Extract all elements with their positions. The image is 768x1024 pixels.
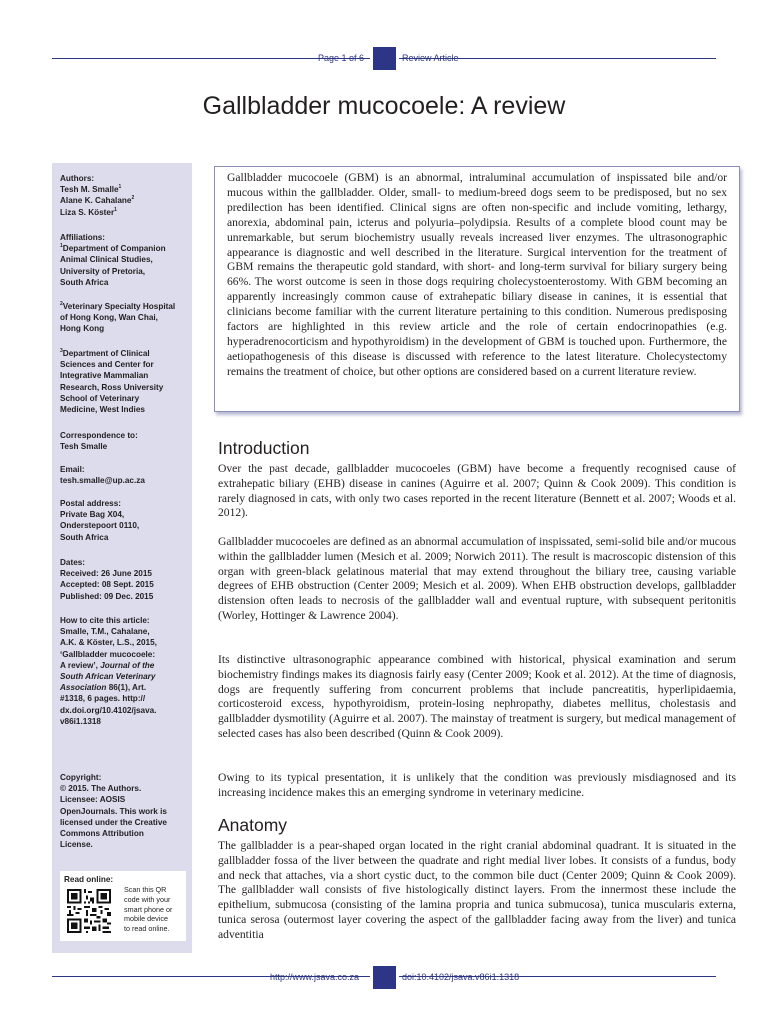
- header-article-type: Review Article: [402, 53, 459, 63]
- introduction-paragraph-3: Its distinctive ultrasonographic appearance combined with historical, physical examination and serum biochemistry findings makes its diagnosis fairly easy (Center 2009; Kook et al. 2012). At the time of diagnosis, dogs are frequently suffering from concurrent problems that include pancreatitis, hyperlipidaemia, corticosteroid excess, hypothyroidism, protein-losing nephropathy, diabetes mellitus, cholestasis and gallbladder dysmotility (Aguirre et al. 2007). The mainstay of treatment is surgery, but medical management of selected cases has also been described (Quinn & Cook 2009).: [218, 653, 736, 740]
- anatomy-heading: Anatomy: [218, 815, 288, 835]
- authors-label: Authors:: [60, 174, 95, 183]
- date-published: Published: 09 Dec. 2015: [60, 591, 154, 601]
- read-online-box: [60, 871, 186, 941]
- abstract-box: [214, 166, 740, 412]
- introduction-heading: Introduction: [218, 438, 310, 458]
- affiliation-1: $^1$Department of Companion Animal Clinical Studies, University of Pretoria, South Africa: [60, 243, 166, 287]
- author-1: Tesh M. Smalle$^1$: [60, 184, 122, 195]
- email-label: Email:: [60, 465, 85, 474]
- header-page-number: Page 1 of 6: [318, 53, 365, 63]
- qr-instructions: Scan this QR code with your smart phone or mobile device to read online.: [124, 885, 173, 934]
- footer-url-link[interactable]: http://www.jsava.co.za: [270, 972, 360, 982]
- correspondence-label: Correspondence to:: [60, 431, 138, 440]
- introduction-paragraph-1: Over the past decade, gallbladder mucocoeles (GBM) have become a frequently recognised cause of extrahepatic biliary (EHB) disease in canines (Aguirre et al. 2007; Quinn & Cook 2009). This condition is rarely diagnosed in cats, with only two cases reported in the recent literature (Bennett et al. 2007; Woods et al. 2012).: [218, 462, 736, 520]
- postal-section: Postal address: Private Bag X04, Onderstepoort 0110, South Africa: [60, 498, 188, 543]
- introduction-paragraph-2: Gallbladder mucocoeles are defined as an abnormal accumulation of inspissated, semi-solid bile and/or mucous within the gallbladder lumen (Mesich et al. 2009; Norwich 2011). The result is macroscopic distension of this organ with green-black gelatinous material that may extend throughout the biliary tree, causing variable degrees of EHB obstruction (Center 2009; Mesich et al. 2009). When EHB obstruction develops, gallbladder distension often leads to necrosis of the gallbladder wall and eventual rupture, with subsequent peritonitis (Worley, Hottinger & Lawrence 2004).: [218, 535, 736, 622]
- correspondence-section: [60, 430, 188, 452]
- copyright-section: Copyright: © 2015. The Authors. Licensee: AOSIS OpenJournals. This work is licensed under the Creative Commons Attribution License.: [60, 772, 188, 850]
- affiliation-3: $^3$Department of Clinical Sciences and Center for Integrative Mammalian Research, Ross University School of Veterinary Medicine, West Indies: [60, 348, 164, 415]
- citation-doi-link[interactable]: dx.doi.org/10.4102/jsava.: [60, 705, 157, 715]
- author-2: Alane K. Cahalane$^2$: [60, 195, 135, 206]
- email-section: [60, 464, 188, 486]
- article-title: Gallbladder mucocoele: A review: [202, 92, 566, 120]
- footer-square: [373, 966, 396, 989]
- date-received: Received: 26 June 2015: [60, 569, 152, 579]
- header-square: [373, 47, 396, 70]
- copyright-label: Copyright:: [60, 773, 102, 782]
- affiliations-label: Affiliations:: [60, 233, 106, 242]
- footer-doi-link[interactable]: doi:10.4102/jsava.v86i1.1318: [402, 972, 520, 982]
- abstract-text: Gallbladder mucocoele (GBM) is an abnormal, intraluminal accumulation of inspissated bile and/or mucous within the gallbladder. Older, small- to medium-breed dogs seem to be predisposed, but no sex predilection has been identified. Clinical signs are often non-specific and include vomiting, lethargy, anorexia, abdominal pain, icterus and polyuria–polydipsia. Results of a complete blood count may be unremarkable, but serum biochemistry usually reveals increased liver enzymes. The ultrasonographic appearance is diagnostic and well described in the literature. Surgical intervention for the treatment of GBM remains the therapeutic gold standard, with short- and long-term survival for biliary surgery being 66%. The worst outcome is seen in those dogs requiring cholecystoenterostomy. With GBM becoming an apparently increasingly common cause of extrahepatic biliary disease in canines, it is essential that clinicians become familiar with the current literature pertaining to this condition. Numerous predisposing factors are highlighted in this review article and the role of certain endocrinopathies (e.g. hyperadrenocorticism and hypothyroidism) in the development of GBM is touched upon. Furthermore, the aetiopathogenesis of this disease is discussed with reference to the latest literature. Cholecystectomy remains the treatment of choice, but other options are considered based on a current literature review.: [227, 171, 727, 378]
- postal-label: Postal address:: [60, 499, 121, 508]
- anatomy-paragraph-1: The gallbladder is a pear-shaped organ located in the right cranial abdominal quadrant. It is situated in the gallbladder fossa of the liver between the quadrate and right medial liver lobes. It consists of a fundus, body and neck that attaches, via a short cystic duct, to the common bile duct (Center 2009; Quinn & Cook 2009). The gallbladder wall consists of five histologically distinct layers. From the innermost these include the epithelium, submucosa (consisting of the lamina propria and tunica submucosa), tunica muscularis externa, tunica serosa (outermost layer covering the aspect of the gallbladder facing away from the liver) and tunica adventitia: [218, 839, 736, 941]
- affiliations-section: [60, 232, 188, 288]
- read-online-label: Read online:: [64, 875, 114, 884]
- affiliation-2: $^2$Veterinary Specialty Hospital of Hong Kong, Wan Chai, Hong Kong: [60, 301, 176, 334]
- qr-code-icon[interactable]: [67, 889, 111, 933]
- correspondence-name: Tesh Smalle: [60, 442, 108, 452]
- citation-label: How to cite this article:: [60, 616, 150, 625]
- dates-section: [60, 557, 188, 602]
- introduction-paragraph-4: Owing to its typical presentation, it is unlikely that the condition was previously misdiagnosed and its increasing incidence makes this an emerging syndrome in veterinary medicine.: [218, 771, 736, 799]
- citation-section: How to cite this article: Smalle, T.M., Cahalane, A.K. & Köster, L.S., 2015, ‘Gallbladder mucocoele: A review’, Journal of the South African Veterinary Association 86(1), Art. #1318, 6 pages. http:// dx.doi.org/10.4102/jsava. v86i1.1318: [60, 615, 188, 727]
- sidebar-info-panel: [52, 163, 192, 953]
- authors-section: [60, 173, 188, 218]
- author-3: Liza S. Köster$^1$: [60, 206, 117, 217]
- date-accepted: Accepted: 08 Sept. 2015: [60, 580, 154, 590]
- email-address[interactable]: tesh.smalle@up.ac.za: [60, 476, 145, 486]
- dates-label: Dates:: [60, 558, 86, 567]
